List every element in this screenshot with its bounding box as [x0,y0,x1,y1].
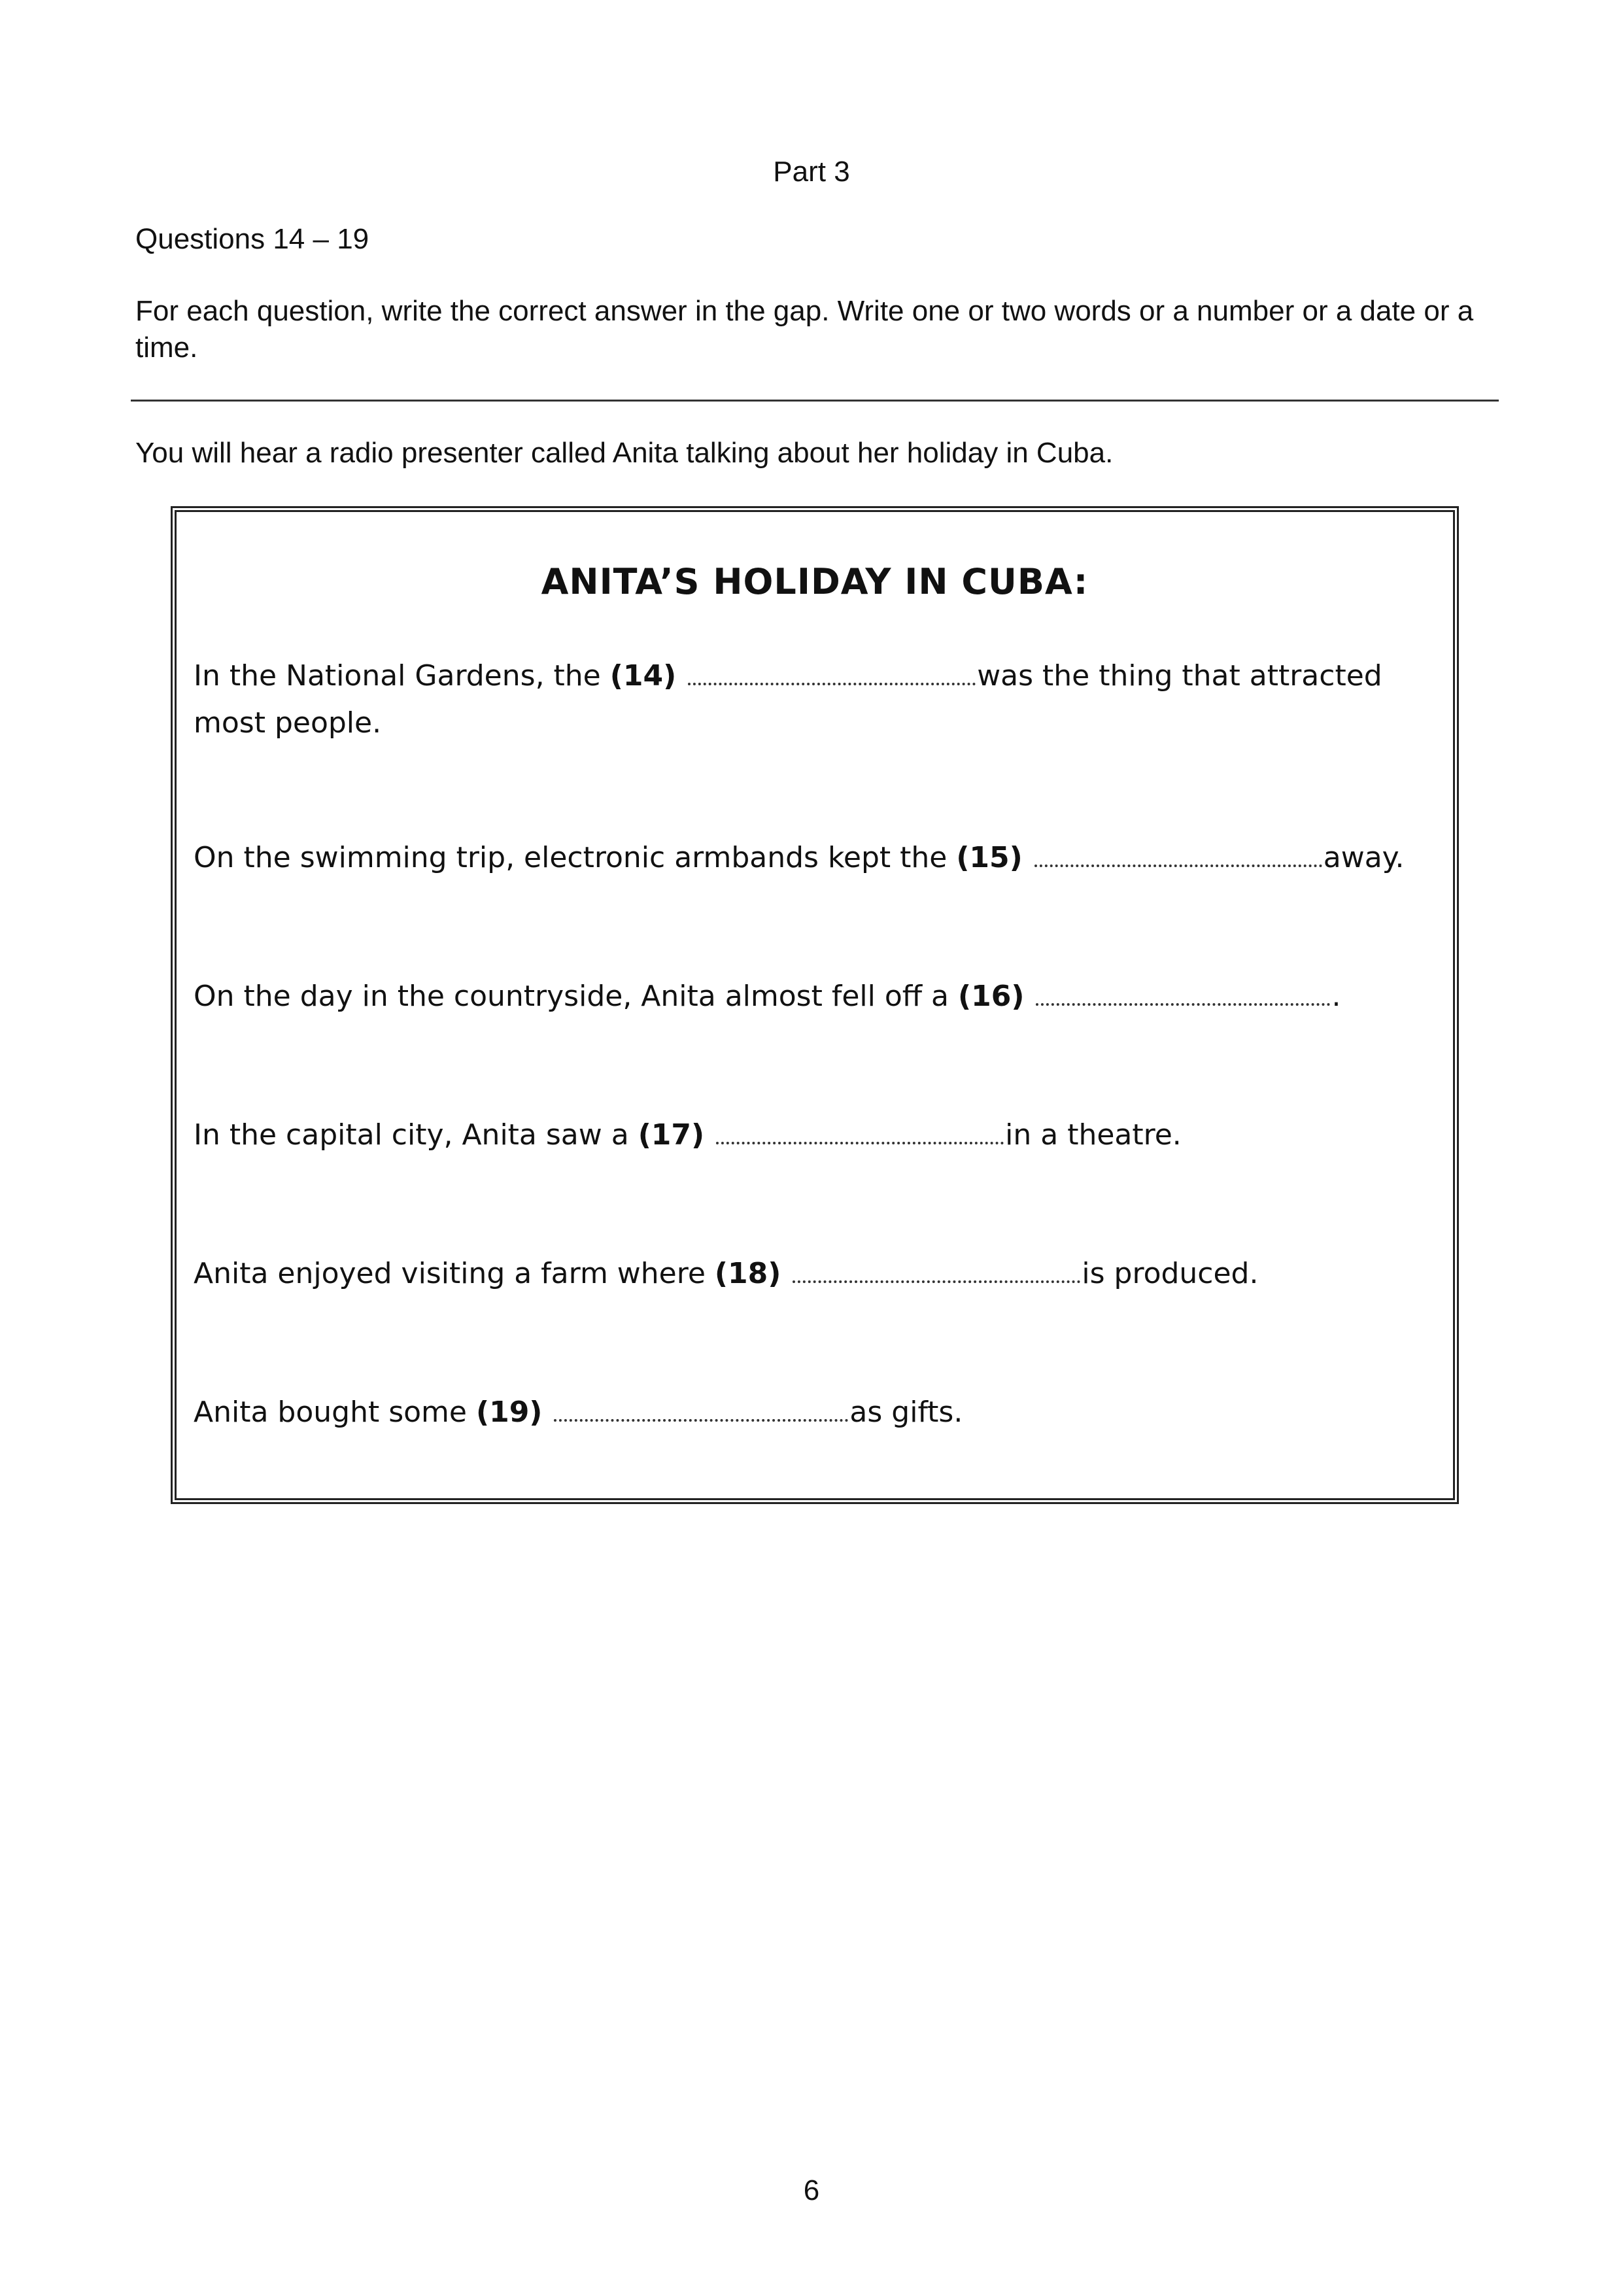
answer-gap-15[interactable] [1034,838,1322,867]
part-label: Part 3 [773,156,850,188]
question-text-before: Anita enjoyed visiting a farm where [194,1257,715,1290]
instructions: For each question, write the correct answer in the gap. Write one or two words or a number or a date or a time. [135,295,1474,364]
question-text-after: away. [1323,841,1405,874]
question-text-after: as gifts. [849,1396,963,1429]
question-number: (17) [638,1118,705,1152]
question-18 [194,1250,1436,1297]
notes-box [171,506,1459,1504]
answer-gap-19[interactable] [554,1393,848,1422]
question-text-before: On the day in the countryside, Anita almost fell off a [194,980,959,1013]
divider [131,400,1499,402]
question-number: (19) [475,1396,543,1429]
intro-text: You will hear a radio presenter called Anita talking about her holiday in Cuba. [135,437,1114,469]
question-text-before: In the National Gardens, the [194,659,610,693]
answer-gap-16[interactable] [1036,977,1330,1006]
question-16 [194,973,1436,1020]
question-number: (16) [958,980,1025,1013]
question-text-before: On the swimming trip, electronic armbands kept the [194,841,957,874]
question-14 [194,653,1436,747]
question-15 [194,834,1436,882]
question-number: (18) [714,1257,781,1290]
question-text-before: In the capital city, Anita saw a [194,1118,638,1152]
questions-range: Questions 14 – 19 [135,223,369,255]
question-text-after: in a theatre. [1005,1118,1182,1152]
question-text-after: . [1331,980,1341,1013]
page-number: 6 [803,2174,820,2206]
answer-gap-14[interactable] [688,657,976,685]
question-text-after: was the thing that attracted most people. [194,659,1382,740]
question-number: (15) [956,841,1023,874]
question-text-before: Anita bought some [194,1396,476,1429]
box-title: ANITA’S HOLIDAY IN CUBA: [541,561,1089,602]
question-text-after: is produced. [1082,1257,1259,1290]
question-17 [194,1112,1436,1159]
question-number: (14) [609,659,677,693]
question-19 [194,1389,1436,1436]
answer-gap-17[interactable] [716,1116,1004,1144]
answer-gap-18[interactable] [793,1254,1080,1283]
